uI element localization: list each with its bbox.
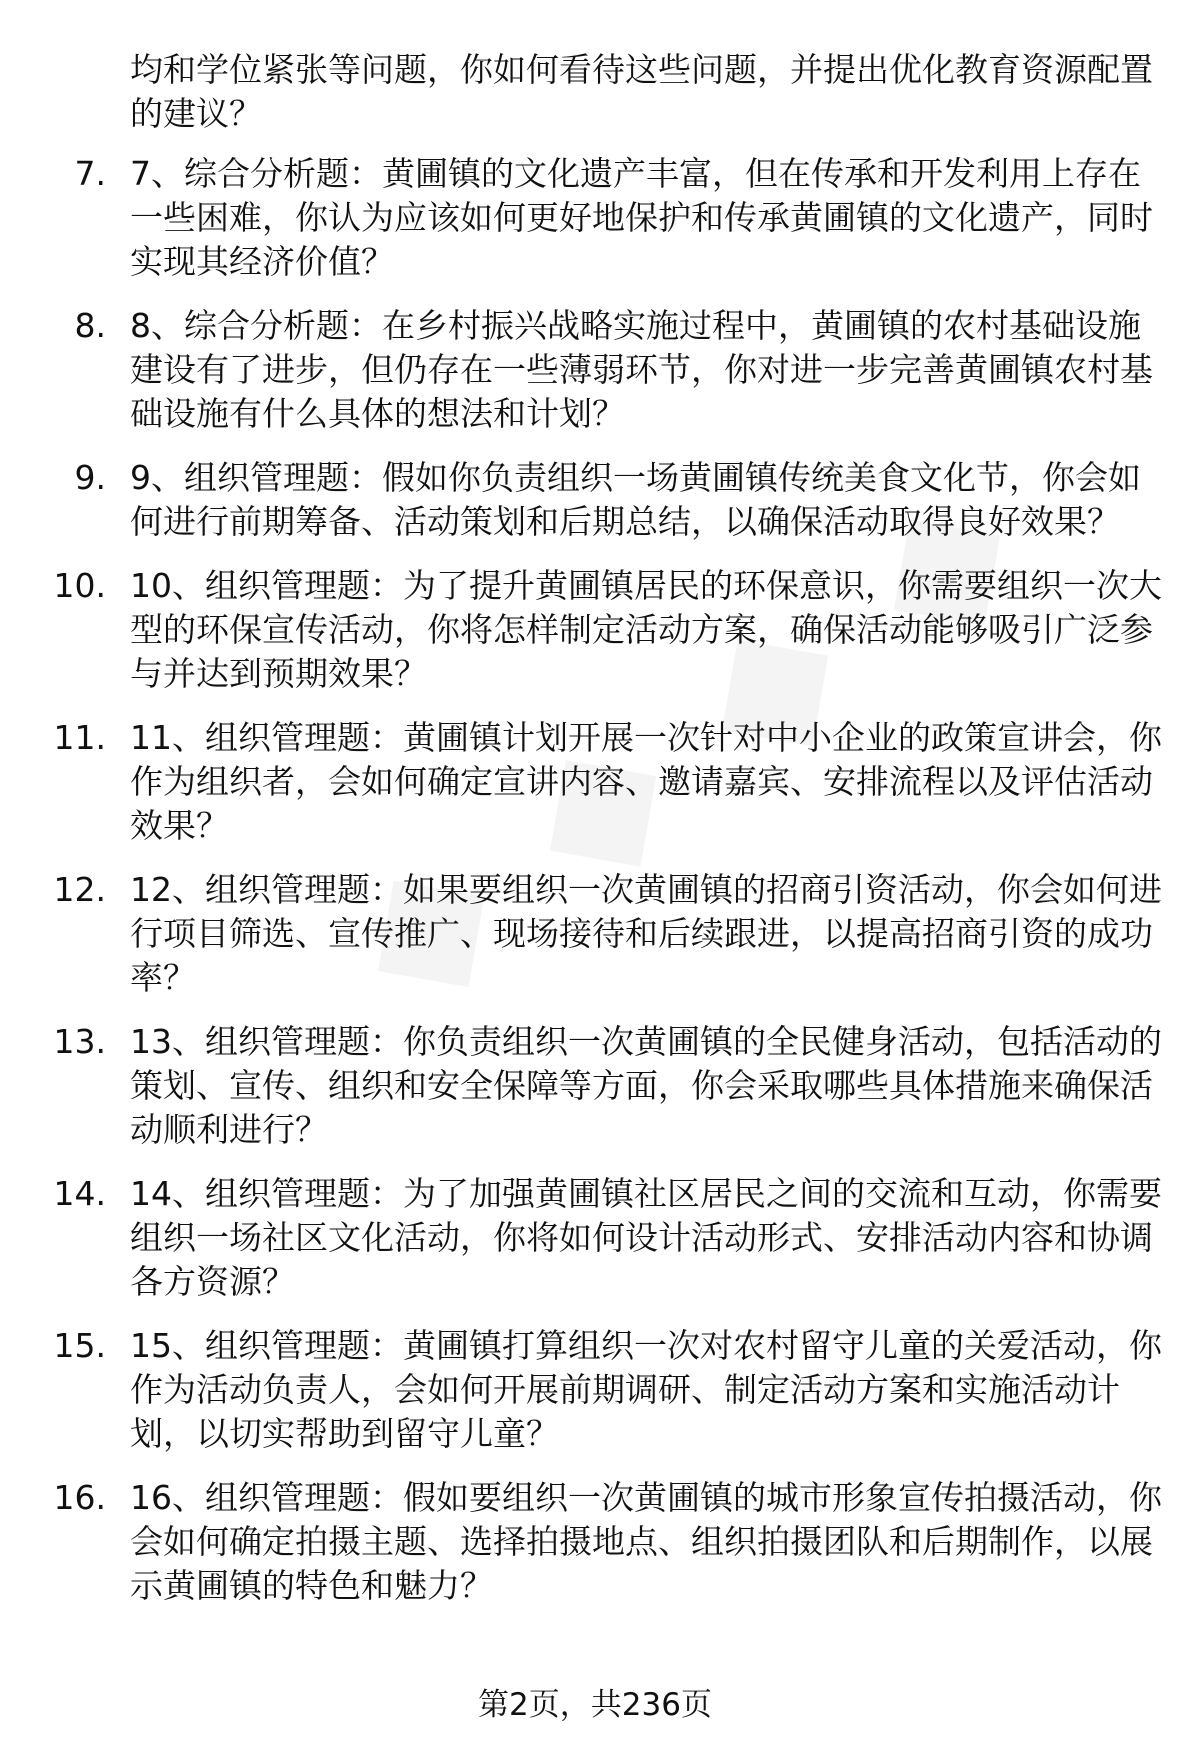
question-text: 8、综合分析题：在乡村振兴战略实施过程中，黄圃镇的农村基础设施建设有了进步，但仍存在一些薄弱环节，你对进一步完善黄圃镇农村基础设施有什么具体的想法和计划？: [130, 306, 1153, 433]
question-text: 10、组织管理题：为了提升黄圃镇居民的环保意识，你需要组织一次大型的环保宣传活动，你将怎样制定活动方案，确保活动能够吸引广泛参与并达到预期效果？: [130, 566, 1162, 693]
question-number: 13.: [53, 1022, 106, 1061]
question-text: 15、组织管理题：黄圃镇打算组织一次对农村留守儿童的关爱活动，你作为活动负责人，会如何开展前期调研、制定活动方案和实施活动计划，以切实帮助到留守儿童？: [130, 1326, 1162, 1453]
question-item-10: [0, 564, 1170, 696]
question-item-14: [0, 1172, 1170, 1304]
question-item-11: [0, 716, 1170, 848]
question-number: 14.: [53, 1174, 106, 1213]
question-text: 14、组织管理题：为了加强黄圃镇社区居民之间的交流和互动，你需要组织一场社区文化活动，你将如何设计活动形式、安排活动内容和协调各方资源？: [130, 1174, 1162, 1301]
question-number: 11.: [53, 718, 106, 757]
question-text: 13、组织管理题：你负责组织一次黄圃镇的全民健身活动，包括活动的策划、宣传、组织和安全保障等方面，你会采取哪些具体措施来确保活动顺利进行？: [130, 1022, 1162, 1149]
continuation-text: 均和学位紧张等问题，你如何看待这些问题，并提出优化教育资源配置的建议？: [130, 50, 1153, 133]
page-number-label: 第2页，共236页: [478, 1687, 712, 1723]
question-number: 8.: [74, 306, 106, 345]
question-text: 16、组织管理题：假如要组织一次黄圃镇的城市形象宣传拍摄活动，你会如何确定拍摄主题、选择拍摄地点、组织拍摄团队和后期制作，以展示黄圃镇的特色和魅力？: [130, 1478, 1162, 1605]
question-item-8: [0, 304, 1170, 436]
question-text: 9、组织管理题：假如你负责组织一场黄圃镇传统美食文化节，你会如何进行前期筹备、活动策划和后期总结，以确保活动取得良好效果？: [130, 458, 1141, 541]
question-item-16: [0, 1476, 1170, 1608]
question-item-12: [0, 868, 1170, 1000]
question-number: 12.: [53, 870, 106, 909]
question-number: 16.: [53, 1478, 106, 1517]
question-text: 7、综合分析题：黄圃镇的文化遗产丰富，但在传承和开发利用上存在一些困难，你认为应该如何更好地保护和传承黄圃镇的文化遗产，同时实现其经济价值？: [130, 154, 1153, 281]
question-item-9: [0, 456, 1170, 544]
question-item-7: [0, 152, 1170, 284]
question-number: 7.: [74, 154, 106, 193]
question-item-15: [0, 1324, 1170, 1456]
question-number: 15.: [53, 1326, 106, 1365]
page-footer: [0, 1685, 1190, 1725]
question-text: 11、组织管理题：黄圃镇计划开展一次针对中小企业的政策宣讲会，你作为组织者，会如何确定宣讲内容、邀请嘉宾、安排流程以及评估活动效果？: [130, 718, 1162, 845]
question-list: [0, 152, 1190, 1628]
question-number: 9.: [74, 458, 106, 497]
question-number: 10.: [53, 566, 106, 605]
question-text: 12、组织管理题：如果要组织一次黄圃镇的招商引资活动，你会如何进行项目筛选、宣传推广、现场接待和后续跟进，以提高招商引资的成功率？: [130, 870, 1162, 997]
question-item-13: [0, 1020, 1170, 1152]
